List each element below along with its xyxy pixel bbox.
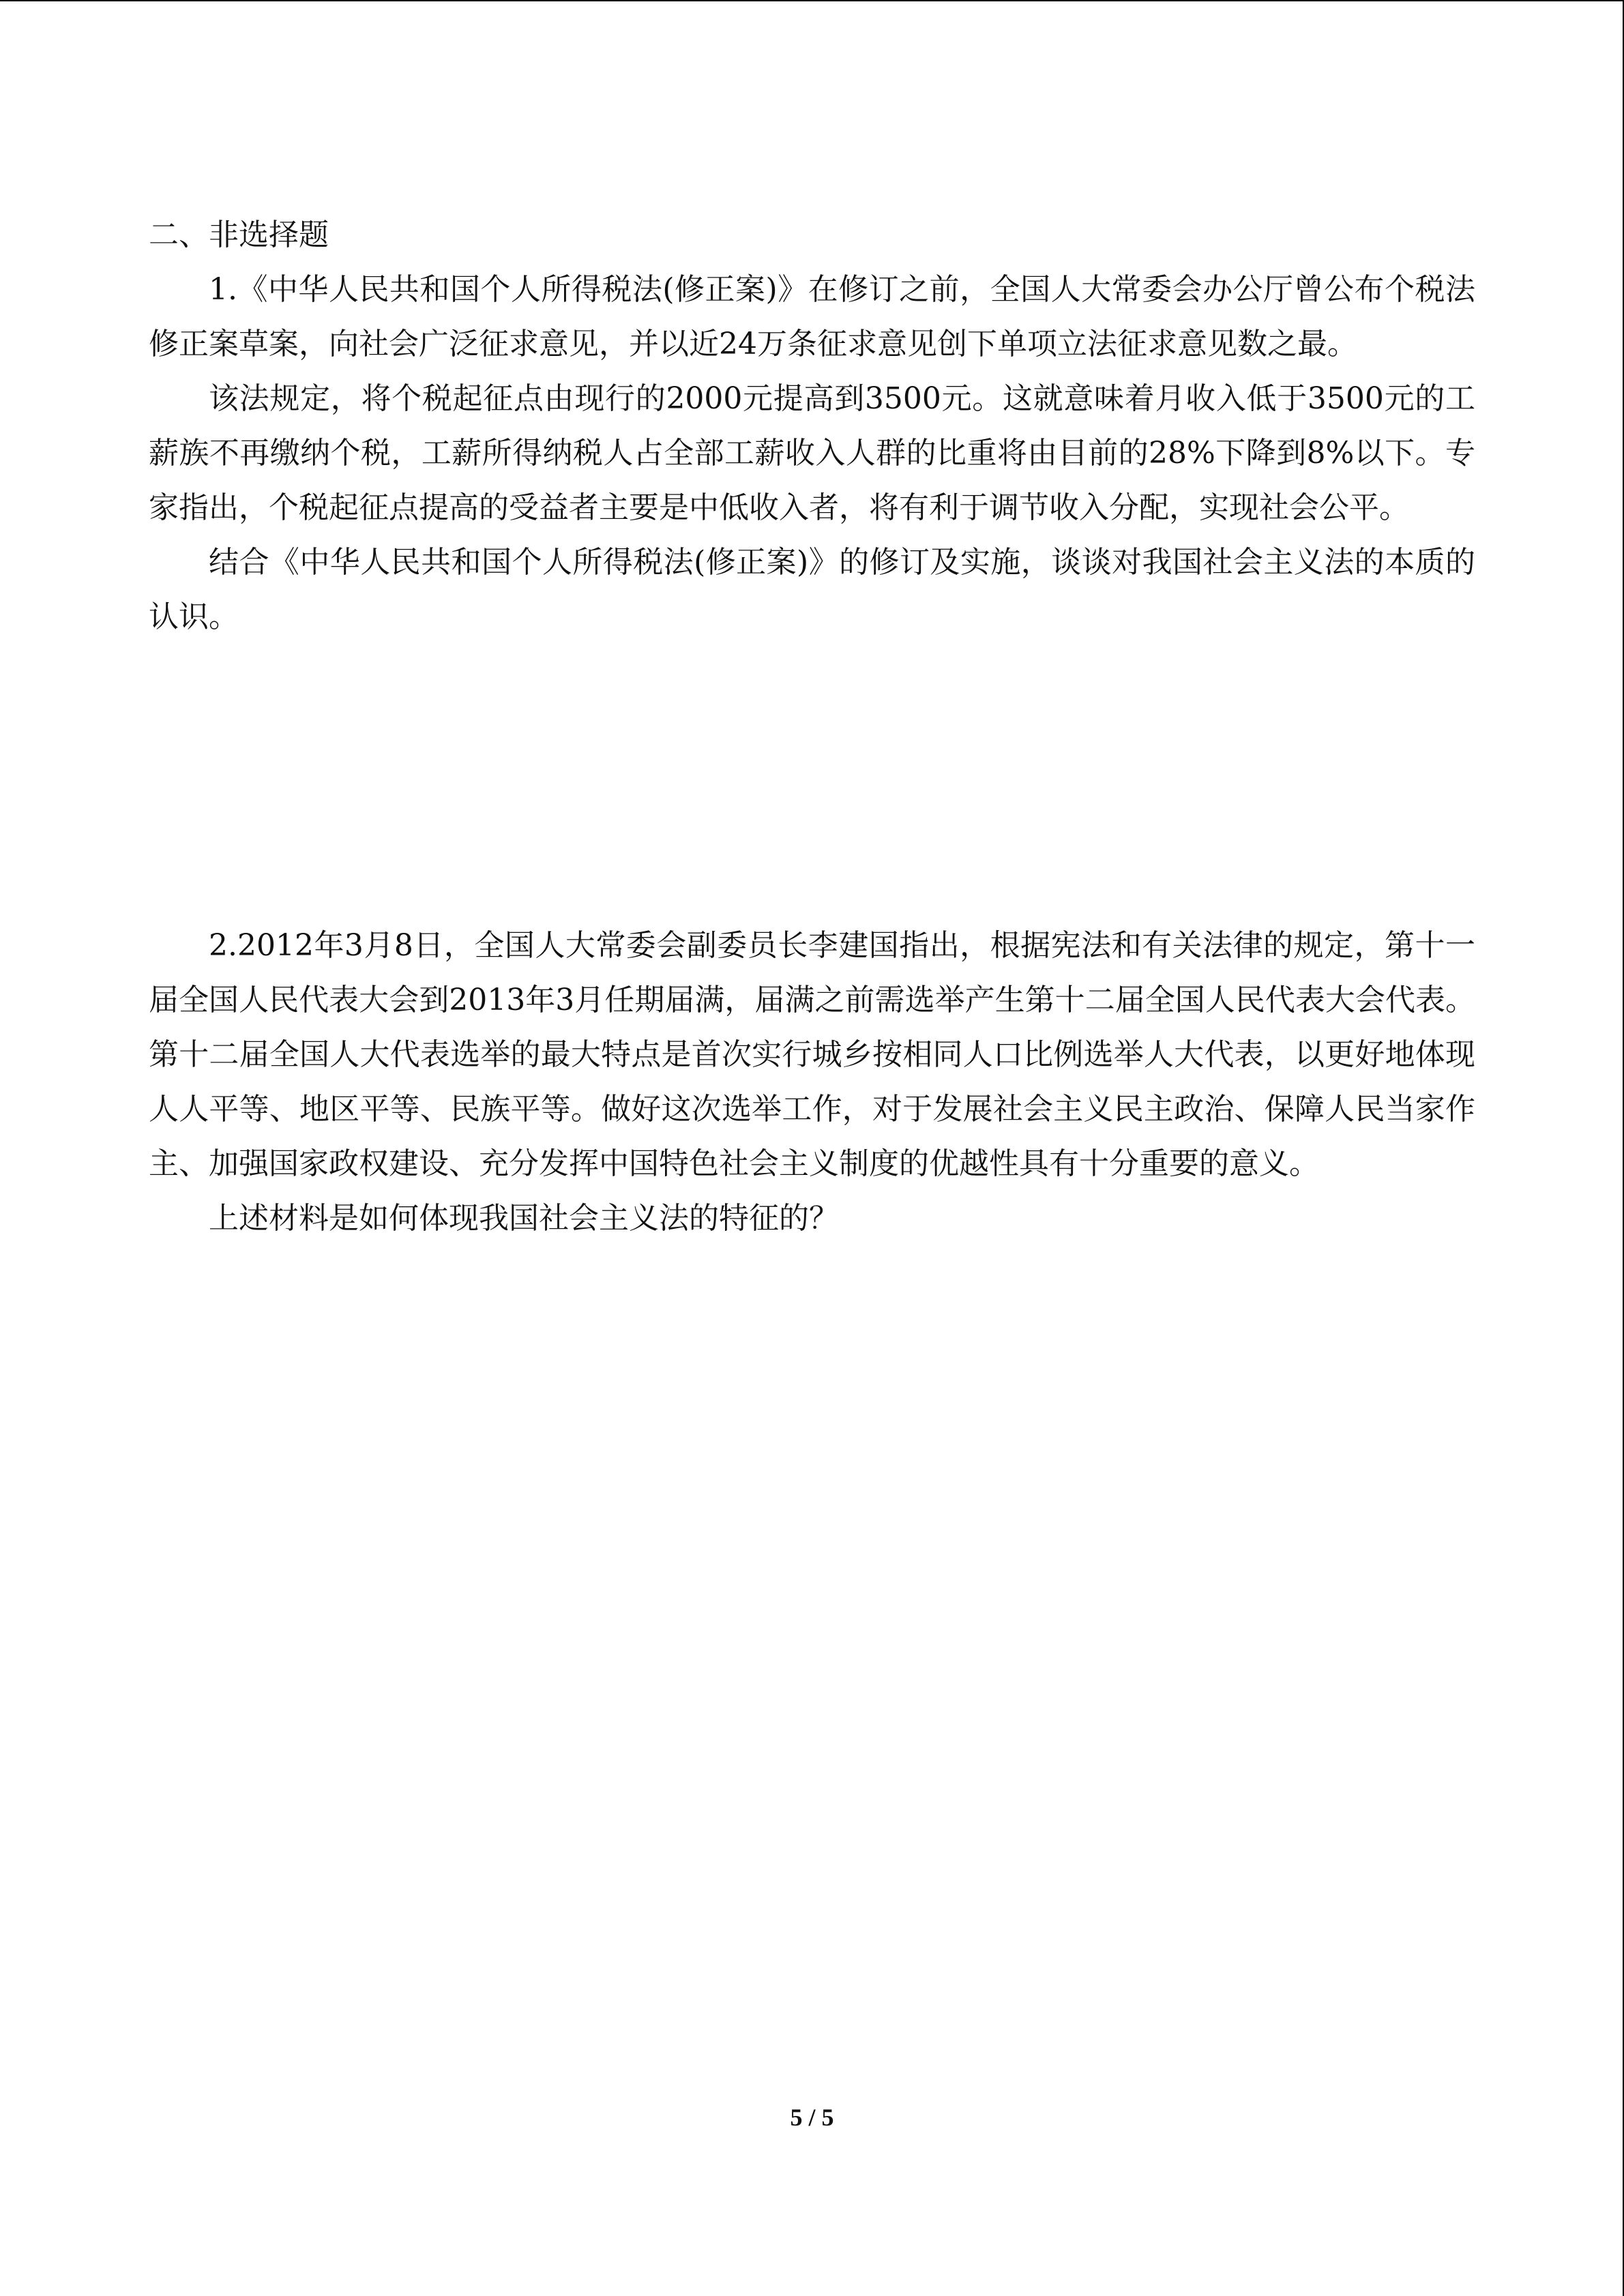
q1-question-prompt: 结合《中华人民共和国个人所得税法(修正案)》的修订及实施，谈谈对我国社会主义法的本质的认识。 — [149, 545, 1475, 634]
q2-material-paragraph: 2.2012年3月8日，全国人大常委会副委员长李建国指出，根据宪法和有关法律的规定，第十一届全国人民代表大会到2013年3月任期届满，届满之前需选举产生第十二届全国人民代表大会代表。第十二届全国人大代表选举的最大特点是首次实行城乡按相同人口比例选举人大代表，以更好地体现人人平等、地区平等、民族平等。做好这次选举工作，对于发展社会主义民主政治、保障人民当家作主、加强国家政权建设、充分发挥中国特色社会主义制度的优越性具有十分重要的意义。 — [149, 928, 1475, 1181]
q1-material-paragraph-2: 该法规定，将个税起征点由现行的2000元提高到3500元。这就意味着月收入低于3500元的工薪族不再缴纳个税，工薪所得纳税人占全部工薪收入人群的比重将由目前的28%下降到8%以下。专家指出，个税起征点提高的受益者主要是中低收入者，将有利于调节收入分配，实现社会公平。 — [149, 381, 1475, 525]
q1-material-paragraph-1: 1.《中华人民共和国个人所得税法(修正案)》在修订之前，全国人大常委会办公厅曾公布个税法修正案草案，向社会广泛征求意见，并以近24万条征求意见创下单项立法征求意见数之最。 — [149, 272, 1475, 361]
question-1 — [149, 263, 1475, 644]
section-heading: 二、非选择题 — [149, 218, 329, 252]
question-2 — [149, 919, 1475, 1246]
document-body — [149, 208, 1475, 1246]
q2-question-prompt: 上述材料是如何体现我国社会主义法的特征的？ — [209, 1201, 839, 1236]
page-number: 5 / 5 — [790, 2104, 834, 2131]
answer-space-1 — [149, 644, 1475, 919]
